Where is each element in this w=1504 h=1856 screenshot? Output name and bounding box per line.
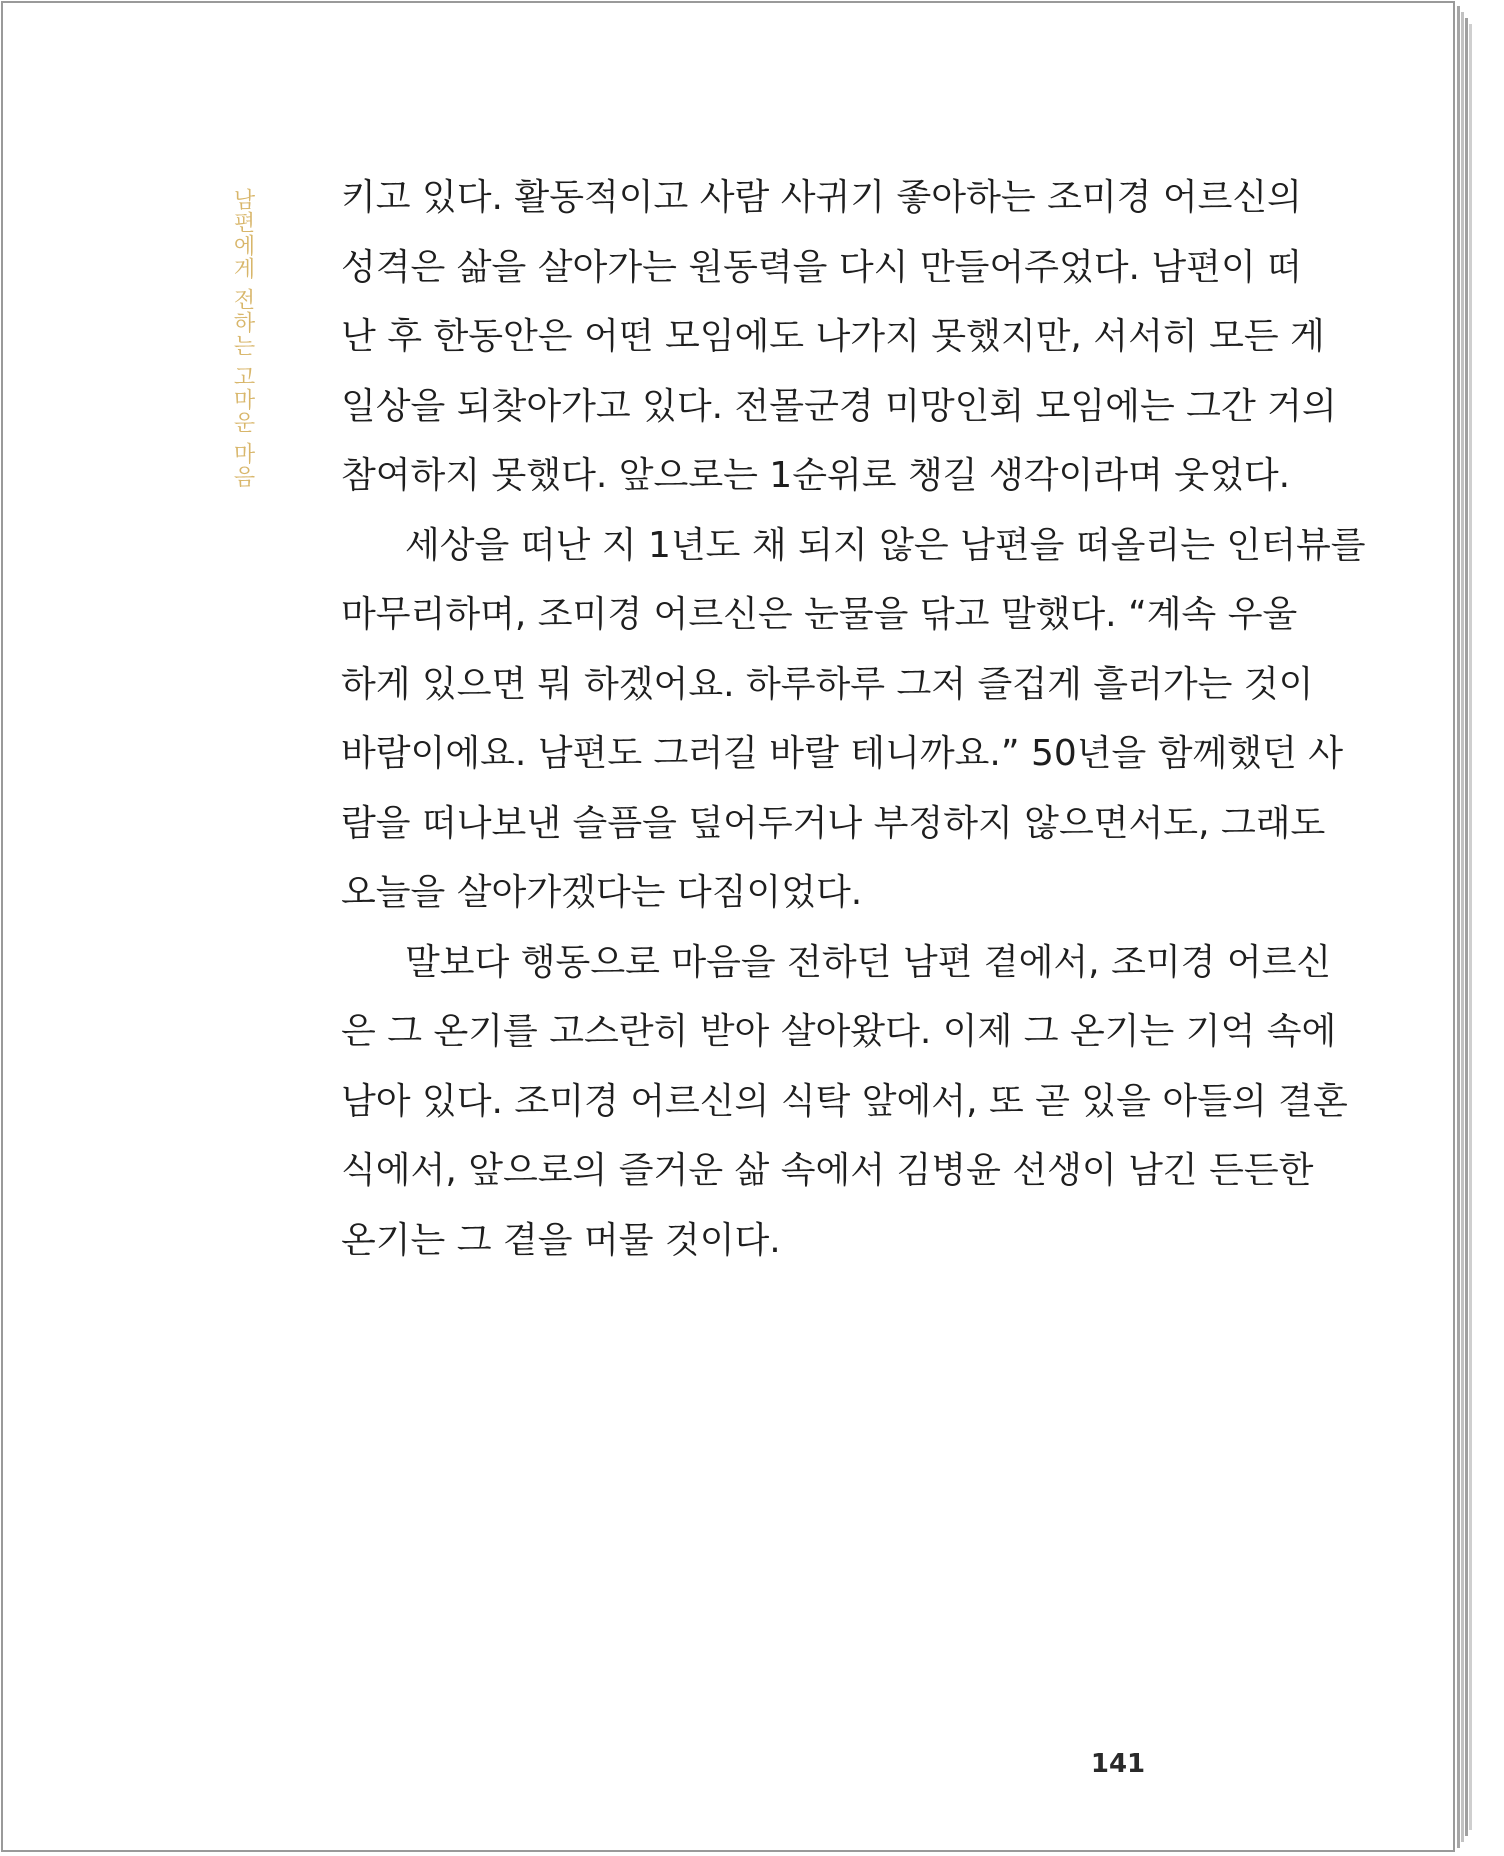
page-edge (1461, 12, 1464, 1842)
text-line: 키고 있다. 활동적이고 사람 사귀기 좋아하는 조미경 어르신의 (341, 177, 1302, 218)
text-line: 성격은 삶을 살아가는 원동력을 다시 만들어주었다. 남편이 떠 (341, 246, 1302, 288)
text-line: 참여하지 못했다. 앞으로는 1순위로 챙길 생각이라며 웃었다. (341, 455, 1291, 496)
paragraph-first-line: 말보다 행동으로 마음을 전하던 남편 곁에서, 조미경 어르신 (405, 941, 1332, 983)
book-page (1, 1, 1455, 1852)
page-edge (1457, 6, 1460, 1848)
paragraph-first-line: 세상을 떠난 지 1년도 채 되지 않은 남편을 떠올리는 인터뷰를 (405, 524, 1366, 566)
text-line: 하게 있으면 뭐 하겠어요. 하루하루 그저 즐겁게 흘러가는 것이 (341, 663, 1314, 705)
text-line: 오늘을 살아가겠다는 다짐이었다. (341, 872, 863, 913)
body-text (341, 163, 1366, 1275)
page-edge (1469, 24, 1472, 1830)
text-line: 남아 있다. 조미경 어르신의 식탁 앞에서, 또 곧 있을 아들의 결혼 (341, 1080, 1348, 1122)
text-line: 식에서, 앞으로의 즐거운 삶 속에서 김병윤 선생이 남긴 든든한 (341, 1150, 1314, 1191)
text-line: 온기는 그 곁을 머물 것이다. (341, 1219, 781, 1261)
text-line: 람을 떠나보낸 슬픔을 덮어두거나 부정하지 않으면서도, 그래도 (341, 802, 1326, 844)
text-line: 난 후 한동안은 어떤 모임에도 나가지 못했지만, 서서히 모든 게 (341, 316, 1325, 357)
text-line: 마무리하며, 조미경 어르신은 눈물을 닦고 말했다. “계속 우울 (341, 594, 1298, 635)
page-number: 141 (1090, 1749, 1146, 1779)
text-line: 은 그 온기를 고스란히 받아 살아왔다. 이제 그 온기는 기억 속에 (341, 1011, 1337, 1052)
page-edge (1465, 18, 1468, 1836)
text-line: 일상을 되찾아가고 있다. 전몰군경 미망인회 모임에는 그간 거의 (341, 385, 1337, 427)
text-line: 바람이에요. 남편도 그러길 바랄 테니까요.” 50년을 함께했던 사 (341, 733, 1344, 774)
running-head: 남편에게 전하는 고마운 마음 (230, 188, 255, 488)
